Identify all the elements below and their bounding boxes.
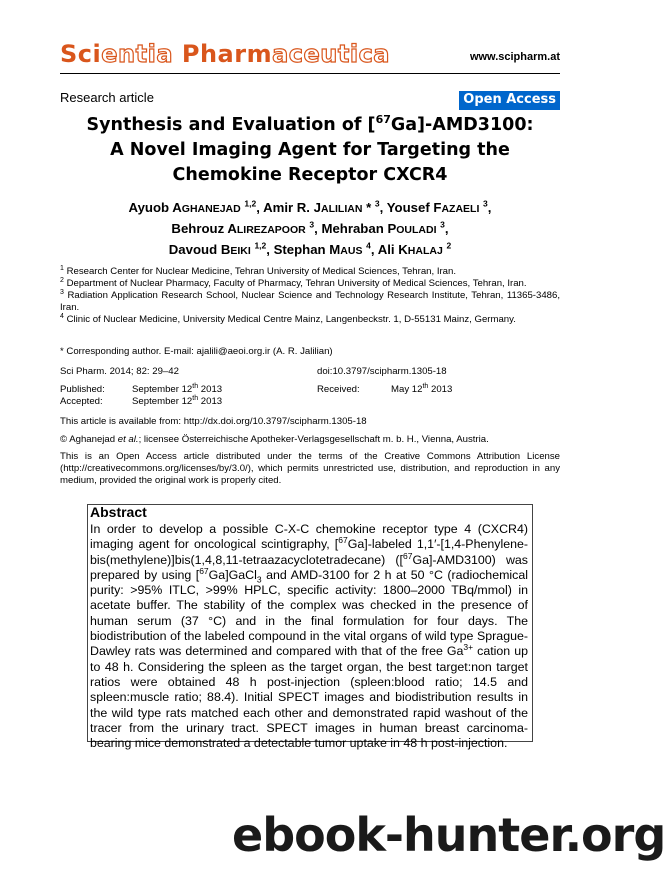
author: Behrouz ALIREZAPOOR $^3$, — [171, 219, 322, 236]
affiliation: $^4$ Clinic of Nuclear Medicine, University Medical Centre Mainz, Langenbeckstr. 1, D-55131 Mainz, Germany. — [60, 312, 516, 325]
abstract-text: In order to develop a possible C-X-C chemokine receptor type 4 (CXCR4) imaging agent for oncological scintigraphy, [$^{67}$Ga]-labeled 1,1′-[1,4-Phenylene-bis(methylene)]bis(1,4,8,11-tetraazacyclotetradecane) ([$^{67}$Ga]-AMD3100) was prepared by using [$^{67}$Ga]GaCl$_3$ and AMD-3100 for 2 h at 50 °C (radiochemical purity: >95% ITLC, >99% HPLC, specific activity: 1800–2000 TBq/mmol) in acetate buffer. The stability of the complex was checked in the presence of human serum (37 °C) and in the final formulation for four days. The biodistribution of the labeled compound in the vital organs of wild type Sprague-Dawley rats was determined and compared with that of the free $Ga^{3+}$ cation up to 48 h. Considering the spleen as the target organ, the best target:non target ratios were obtained 48 h post-injection (spleen:blood ratio; 14.5 and spleen:muscle ratio; 88.4). Initial SPECT images and biodistribution results in the wild type rats matched each other and demonstrated rapid washout of the tracer from the urinary tract. SPECT images in human breast carcinoma-bearing mice demonstrated a detectable tumor uptake in 48 h post-injection. — [90, 522, 528, 751]
abstract-box — [87, 504, 533, 751]
author: Ali KHALAJ $^2$ — [377, 240, 452, 257]
title-line-1: Synthesis and Evaluation of [$^{67}$Ga]-AMD3100: — [86, 113, 534, 135]
author: Mehraban POULADI $^3$, — [321, 219, 449, 236]
accepted-label: Accepted: — [60, 396, 103, 407]
published-label: Published: — [60, 384, 105, 395]
affiliation: $^2$ Department of Nuclear Pharmacy, Faculty of Pharmacy, Tehran University of Medical Sciences, Tehran, Iran. — [60, 276, 527, 289]
author: Stephan MAUS $^4$, — [273, 240, 378, 257]
journal-website-link[interactable]: www.scipharm.at — [469, 51, 560, 63]
copyright-notice: © Aghanejad et al.; licensee Österreichische Apotheker-Verlagsgesellschaft m. b. H., Vienna, Austria. — [60, 434, 489, 445]
title-line-2: A Novel Imaging Agent for Targeting the — [110, 140, 510, 160]
journal-reference: Sci Pharm. 2014; 82: 29–42 — [60, 366, 179, 377]
article-title — [60, 113, 560, 188]
author: Yousef FAZAELI $^3$, — [386, 198, 492, 215]
author: Ayuob AGHANEJAD $^{1,2}$, — [128, 198, 264, 215]
affiliation-list — [60, 266, 560, 326]
received-label: Received: — [317, 384, 360, 395]
doi: doi:10.3797/scipharm.1305-18 — [317, 366, 447, 377]
article-type-label: Research article — [60, 90, 154, 105]
author: Amir R. JALILIAN * $^3$, — [263, 198, 387, 215]
published-date: September 12th 2013 — [132, 382, 223, 395]
received-date: May 12th 2013 — [391, 382, 453, 395]
author-list — [60, 198, 560, 261]
citation-info — [60, 366, 560, 408]
journal-logo: Scientia Pharmaceutica — [60, 40, 390, 68]
header-divider — [60, 73, 560, 74]
availability-link[interactable]: This article is available from: http://dx.doi.org/10.3797/scipharm.1305-18 — [60, 416, 367, 427]
author: Davoud BEIKI $^{1,2}$, — [168, 240, 274, 257]
open-access-badge: Open Access — [459, 91, 560, 110]
abstract-heading: Abstract — [90, 504, 147, 520]
title-line-3: Chemokine Receptor CXCR4 — [172, 165, 448, 185]
watermark-text: ebook-hunter.org — [232, 808, 665, 862]
affiliation: $^3$ Radiation Application Research School, Nuclear Science and Technology Research Institute, Tehran, 11365-3486, Iran. — [60, 288, 560, 313]
license-text: This is an Open Access article distributed under the terms of the Creative Commons Attribution License (http://creativecommons.org/licenses/by/3.0/), which permits unrestricted use, distribution, and reproduction in any medium, provided the original work is properly cited. — [60, 451, 560, 486]
affiliation: $^1$ Research Center for Nuclear Medicine, Tehran University of Medical Sciences, Tehran, Iran. — [60, 264, 457, 277]
corresponding-author-note: * Corresponding author. E-mail: ajalili@aeoi.org.ir (A. R. Jalilian) — [60, 346, 333, 357]
accepted-date: September 12th 2013 — [132, 394, 223, 407]
